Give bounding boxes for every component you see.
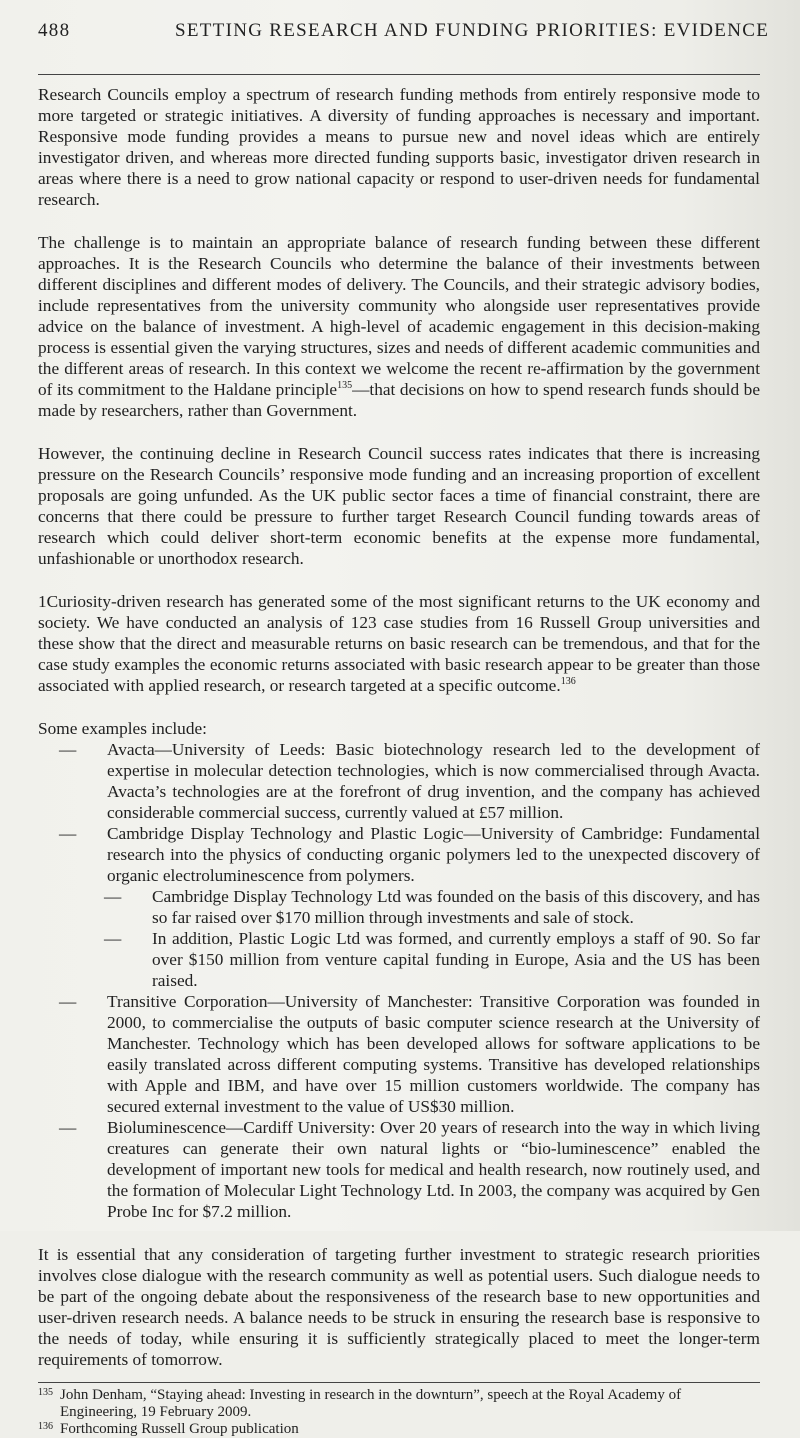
paragraph-success-rates: However, the continuing decline in Research Council success rates indicates that there is increasing pressure on the Research Councils’ responsive mode funding and an increasing proportion of excellent proposals are going unfunded. As the UK public sector faces a time of financial constraint, there are concerns that there could be pressure to further target Research Council funding towards areas of research which could deliver short-term economic benefits at the expense more fundamental, unfashionable or unorthodox research. [38, 444, 760, 568]
list-item-text: Cambridge Display Technology Ltd was founded on the basis of this discovery, and has so far raised over $170 million through investments and sale of stock. [152, 887, 760, 927]
list-dash: — [59, 740, 77, 759]
list-dash: — [104, 887, 122, 906]
page-number: 488 [38, 20, 71, 41]
list-item-text: Avacta—University of Leeds: Basic biotechnology research led to the development of expertise in molecular detection technologies, which is now commercialised through Avacta. Avacta’s technologies are at the forefront of drug invention, and the company has achieved considerable commercial success, currently valued at £57 million. [107, 740, 760, 822]
paragraph-examples-intro: Some examples include: [38, 719, 207, 738]
footnote-ref-135[interactable]: 135 [337, 380, 353, 392]
header-rule [38, 74, 760, 75]
list-subitem-cdt-ltd [38, 886, 760, 928]
footnote-text: John Denham, “Staying ahead: Investing in research in the downturn”, speech at the Royal Academy of Engineering, 19 February 2009. [60, 1387, 682, 1420]
page-header [38, 14, 770, 44]
footnote-rule [38, 1382, 760, 1383]
list-item-text: In addition, Plastic Logic Ltd was formed, and currently employs a staff of 90. So far over $150 million from venture capital funding in Europe, Asia and the US has been raised. [152, 929, 760, 990]
paragraph-funding-methods: Research Councils employ a spectrum of research funding methods from entirely responsive mode to more targeted or strategic initiatives. A diversity of funding approaches is necessary and important. Responsive mode funding provides a means to pursue new and novel ideas which are entirely investigator driven, and whereas more directed funding supports basic, investigator driven research in areas where there is a need to grow national capacity or respond to user-driven needs for fundamental research. [38, 85, 760, 209]
list-item-avacta [38, 739, 760, 823]
list-item-bioluminescence [38, 1117, 760, 1222]
list-item-text: Transitive Corporation—University of Manchester: Transitive Corporation was founded in 2000, to commercialise the outputs of basic computer science research at the University of Manchester. Technology which has been developed allows for software applications to be easily translated across different computing systems. Transitive has developed relationships with Apple and IBM, and have over 15 million customers worldwide. The company has secured external investment to the value of US$30 million. [107, 992, 760, 1116]
paragraph-closing: It is essential that any consideration of targeting further investment to strategic research priorities involves close dialogue with the research community as well as potential users. Such dialogue needs to be part of the ongoing debate about the responsiveness of the research base to new opportunities and user-driven research needs. A balance needs to be struck in ensuring the research base is responsive to the needs of today, while ensuring it is sufficiently strategically placed to meet the longer-term requirements of tomorrow. [38, 1245, 760, 1369]
footnote-135 [38, 1387, 760, 1421]
list-item-transitive [38, 991, 760, 1117]
footnote-number: 136 [38, 1421, 53, 1432]
list-dash: — [104, 929, 122, 948]
list-dash: — [59, 1118, 77, 1137]
footnote-136 [38, 1421, 760, 1438]
footnote-text: Forthcoming Russell Group publication [60, 1421, 299, 1437]
list-dash: — [59, 992, 77, 1011]
running-title: SETTING RESEARCH AND FUNDING PRIORITIES: EVIDENCE [175, 20, 770, 41]
list-item-cambridge-display [38, 823, 760, 886]
body-text [38, 84, 760, 1438]
footnote-number: 135 [38, 1387, 53, 1398]
paragraph-curiosity-research: 1Curiosity-driven research has generated some of the most significant returns to the UK economy and society. We have conducted an analysis of 123 case studies from 16 Russell Group universities and these show that the direct and measurable returns on basic research can be tremendous, and that for the case study examples the economic returns associated with basic research appear to be greater than those associated with applied research, or research targeted at a specific outcome.$^{136}$ [38, 592, 760, 695]
paragraph-balance-challenge: The challenge is to maintain an appropriate balance of research funding between these different approaches. It is the Research Councils who determine the balance of their investments between different disciplines and different modes of delivery. The Councils, and their strategic advisory bodies, include representatives from the university community who alongside user representatives provide advice on the balance of investment. A high-level of academic engagement in this decision-making process is essential given the varying structures, sizes and needs of different academic communities and the different areas of research. In this context we welcome the recent re-affirmation by the government of its commitment to the Haldane principle$^{135}$—that decisions on how to spend research funds should be made by researchers, rather than Government. [38, 233, 760, 420]
footnotes [38, 1387, 760, 1438]
footnote-ref-136[interactable]: 136 [560, 676, 576, 688]
list-dash: — [59, 824, 77, 843]
list-item-text: Cambridge Display Technology and Plastic Logic—University of Cambridge: Fundamental research into the physics of conducting organic polymers led to the unexpected discovery of organic electroluminescence from polymers. [107, 824, 760, 885]
list-item-text: Bioluminescence—Cardiff University: Over 20 years of research into the way in which living creatures can generate their own natural lights or “bio-luminescence” enabled the development of important new tools for medical and health research, now routinely used, and the formation of Molecular Light Technology Ltd. In 2003, the company was acquired by Gen Probe Inc for $7.2 million. [107, 1118, 760, 1221]
list-subitem-plastic-logic [38, 928, 760, 991]
